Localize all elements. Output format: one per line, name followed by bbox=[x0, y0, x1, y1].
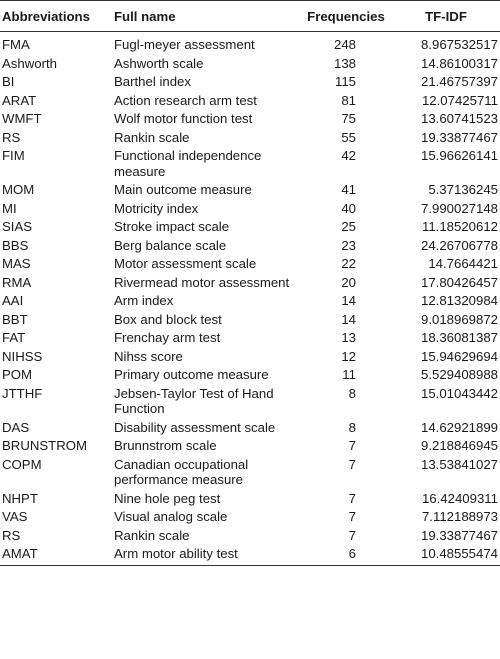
header-full-name: Full name bbox=[112, 1, 300, 32]
cell-abbreviation: RS bbox=[2, 129, 21, 145]
table-row bbox=[0, 217, 500, 236]
cell-full-name: Nihss score bbox=[114, 348, 183, 364]
cell-tfidf: 12.81320984 bbox=[420, 293, 498, 308]
cell-full-name: Nine hole peg test bbox=[114, 490, 221, 506]
cell-abbreviation: FMA bbox=[2, 37, 30, 52]
cell-tfidf: 8.967532517 bbox=[420, 37, 498, 52]
cell-abbreviation: BBS bbox=[2, 237, 29, 253]
cell-full-name: Canadian occupational performance measure bbox=[114, 456, 249, 487]
cell-frequency: 23 bbox=[341, 237, 356, 253]
cell-tfidf: 16.42409311 bbox=[421, 490, 498, 506]
cell-abbreviation: VAS bbox=[2, 509, 28, 524]
cell-tfidf: 15.01043442 bbox=[420, 385, 498, 401]
cell-abbreviation: MI bbox=[2, 200, 17, 216]
cell-tfidf: 19.33877467 bbox=[420, 129, 498, 145]
cell-abbreviation: MOM bbox=[2, 182, 35, 197]
cell-frequency: 55 bbox=[341, 129, 356, 145]
cell-full-name: Action research arm test bbox=[114, 92, 257, 108]
cell-frequency: 12 bbox=[341, 348, 356, 364]
cell-abbreviation: NHPT bbox=[2, 490, 38, 506]
cell-abbreviation: RMA bbox=[2, 274, 32, 290]
cell-frequency: 25 bbox=[341, 219, 356, 234]
cell-abbreviation: COPM bbox=[2, 456, 42, 472]
cell-tfidf: 18.36081387 bbox=[420, 330, 498, 345]
cell-frequency: 81 bbox=[341, 92, 356, 108]
cell-abbreviation: MAS bbox=[2, 256, 31, 271]
table-row bbox=[0, 199, 500, 218]
cell-tfidf: 5.529408988 bbox=[420, 367, 498, 382]
table-row bbox=[0, 109, 500, 128]
cell-frequency: 40 bbox=[341, 200, 356, 216]
cell-full-name: Fugl-meyer assessment bbox=[114, 37, 255, 52]
cell-tfidf: 7.990027148 bbox=[420, 200, 498, 216]
cell-abbreviation: SIAS bbox=[2, 219, 33, 234]
cell-frequency: 7 bbox=[348, 456, 356, 472]
cell-frequency: 248 bbox=[333, 37, 356, 52]
cell-frequency: 20 bbox=[341, 274, 356, 290]
cell-full-name: Berg balance scale bbox=[114, 237, 227, 253]
cell-full-name: Wolf motor function test bbox=[114, 111, 253, 126]
cell-abbreviation: AMAT bbox=[0, 544, 112, 565]
cell-frequency: 75 bbox=[341, 111, 356, 126]
cell-abbreviation: Ashworth bbox=[2, 55, 57, 71]
table-row bbox=[0, 32, 500, 54]
table-row bbox=[0, 273, 500, 292]
table-row bbox=[0, 455, 500, 489]
table-row bbox=[0, 310, 500, 329]
table-row bbox=[0, 384, 500, 418]
cell-abbreviation: RS bbox=[2, 527, 21, 543]
cell-abbreviation: ARAT bbox=[2, 92, 37, 108]
cell-tfidf: 9.018969872 bbox=[420, 311, 498, 327]
cell-frequency: 6 bbox=[300, 544, 392, 565]
cell-frequency: 7 bbox=[348, 490, 356, 506]
table-row bbox=[0, 180, 500, 199]
cell-frequency: 13 bbox=[341, 330, 356, 345]
cell-tfidf: 15.94629694 bbox=[420, 348, 498, 364]
cell-full-name: Motricity index bbox=[114, 200, 199, 216]
table-row bbox=[0, 544, 500, 565]
table-row bbox=[0, 328, 500, 347]
cell-frequency: 115 bbox=[334, 74, 356, 89]
table-row bbox=[0, 507, 500, 526]
cell-frequency: 42 bbox=[341, 148, 356, 163]
cell-full-name: Motor assessment scale bbox=[114, 256, 257, 271]
cell-frequency: 41 bbox=[341, 182, 356, 197]
header-row bbox=[0, 1, 500, 32]
cell-abbreviation: POM bbox=[2, 367, 33, 382]
table-row bbox=[0, 91, 500, 110]
cell-full-name: Frenchay arm test bbox=[114, 330, 221, 345]
cell-frequency: 7 bbox=[348, 527, 356, 543]
table-row bbox=[0, 489, 500, 508]
cell-frequency: 8 bbox=[348, 419, 356, 435]
table-row bbox=[0, 418, 500, 437]
cell-tfidf: 12.07425711 bbox=[421, 92, 498, 108]
header-frequencies: Frequencies bbox=[300, 1, 392, 32]
cell-frequency: 22 bbox=[341, 256, 356, 271]
cell-abbreviation: DAS bbox=[2, 419, 30, 435]
cell-tfidf: 14.7664421 bbox=[428, 256, 498, 271]
table-row bbox=[0, 72, 500, 91]
header-tfidf: TF-IDF bbox=[392, 1, 500, 32]
cell-tfidf: 13.53841027 bbox=[420, 456, 498, 472]
cell-full-name: Functional independence measure bbox=[114, 148, 262, 179]
cell-abbreviation: BI bbox=[2, 74, 15, 89]
cell-abbreviation: FAT bbox=[2, 330, 26, 345]
table-header bbox=[0, 1, 500, 32]
cell-full-name: Rivermead motor assessment bbox=[114, 274, 290, 290]
cell-full-name: Primary outcome measure bbox=[114, 367, 269, 382]
cell-tfidf: 15.96626141 bbox=[420, 148, 498, 163]
table-row bbox=[0, 236, 500, 255]
cell-tfidf: 5.37136245 bbox=[428, 182, 498, 197]
table-row bbox=[0, 365, 500, 384]
cell-tfidf: 19.33877467 bbox=[420, 527, 498, 543]
cell-frequency: 138 bbox=[333, 55, 356, 71]
cell-full-name: Arm index bbox=[114, 293, 174, 308]
cell-frequency: 8 bbox=[348, 385, 356, 401]
cell-full-name: Disability assessment scale bbox=[114, 419, 276, 435]
cell-full-name: Barthel index bbox=[114, 74, 191, 89]
cell-tfidf: 10.48555474 bbox=[392, 544, 500, 565]
cell-full-name: Main outcome measure bbox=[114, 182, 252, 197]
cell-full-name: Arm motor ability test bbox=[112, 544, 300, 565]
cell-full-name: Jebsen-Taylor Test of Hand Function bbox=[114, 385, 274, 416]
cell-full-name: Ashworth scale bbox=[114, 55, 204, 71]
cell-tfidf: 9.218846945 bbox=[420, 438, 498, 453]
table-row bbox=[0, 526, 500, 545]
cell-frequency: 14 bbox=[341, 311, 356, 327]
cell-abbreviation: BBT bbox=[2, 311, 28, 327]
table-row bbox=[0, 128, 500, 147]
table-row bbox=[0, 347, 500, 366]
cell-abbreviation: NIHSS bbox=[2, 348, 43, 364]
table-row bbox=[0, 436, 500, 455]
cell-full-name: Box and block test bbox=[114, 311, 222, 327]
cell-frequency: 7 bbox=[348, 438, 356, 453]
cell-frequency: 14 bbox=[341, 293, 356, 308]
cell-tfidf: 14.86100317 bbox=[420, 55, 498, 71]
table-row bbox=[0, 291, 500, 310]
cell-full-name: Brunnstrom scale bbox=[114, 438, 217, 453]
cell-tfidf: 24.26706778 bbox=[420, 237, 498, 253]
cell-abbreviation: BRUNSTROM bbox=[2, 438, 87, 453]
cell-abbreviation: FIM bbox=[2, 148, 25, 163]
cell-frequency: 7 bbox=[348, 509, 356, 524]
table-row bbox=[0, 254, 500, 273]
table-row bbox=[0, 146, 500, 180]
cell-full-name: Visual analog scale bbox=[114, 509, 228, 524]
cell-full-name: Rankin scale bbox=[114, 527, 190, 543]
cell-tfidf: 17.80426457 bbox=[420, 274, 498, 290]
cell-full-name: Rankin scale bbox=[114, 129, 190, 145]
header-abbreviations: Abbreviations bbox=[0, 1, 112, 32]
table-row bbox=[0, 54, 500, 73]
table-body bbox=[0, 32, 500, 566]
cell-tfidf: 11.18520612 bbox=[421, 219, 498, 234]
cell-tfidf: 13.60741523 bbox=[420, 111, 498, 126]
cell-tfidf: 7.112188973 bbox=[421, 509, 498, 524]
cell-full-name: Stroke impact scale bbox=[114, 219, 230, 234]
cell-tfidf: 21.46757397 bbox=[420, 74, 498, 89]
cell-frequency: 11 bbox=[342, 367, 356, 382]
cell-abbreviation: JTTHF bbox=[2, 385, 43, 401]
cell-abbreviation: AAI bbox=[2, 293, 24, 308]
cell-abbreviation: WMFT bbox=[2, 111, 42, 126]
cell-tfidf: 14.62921899 bbox=[420, 419, 498, 435]
